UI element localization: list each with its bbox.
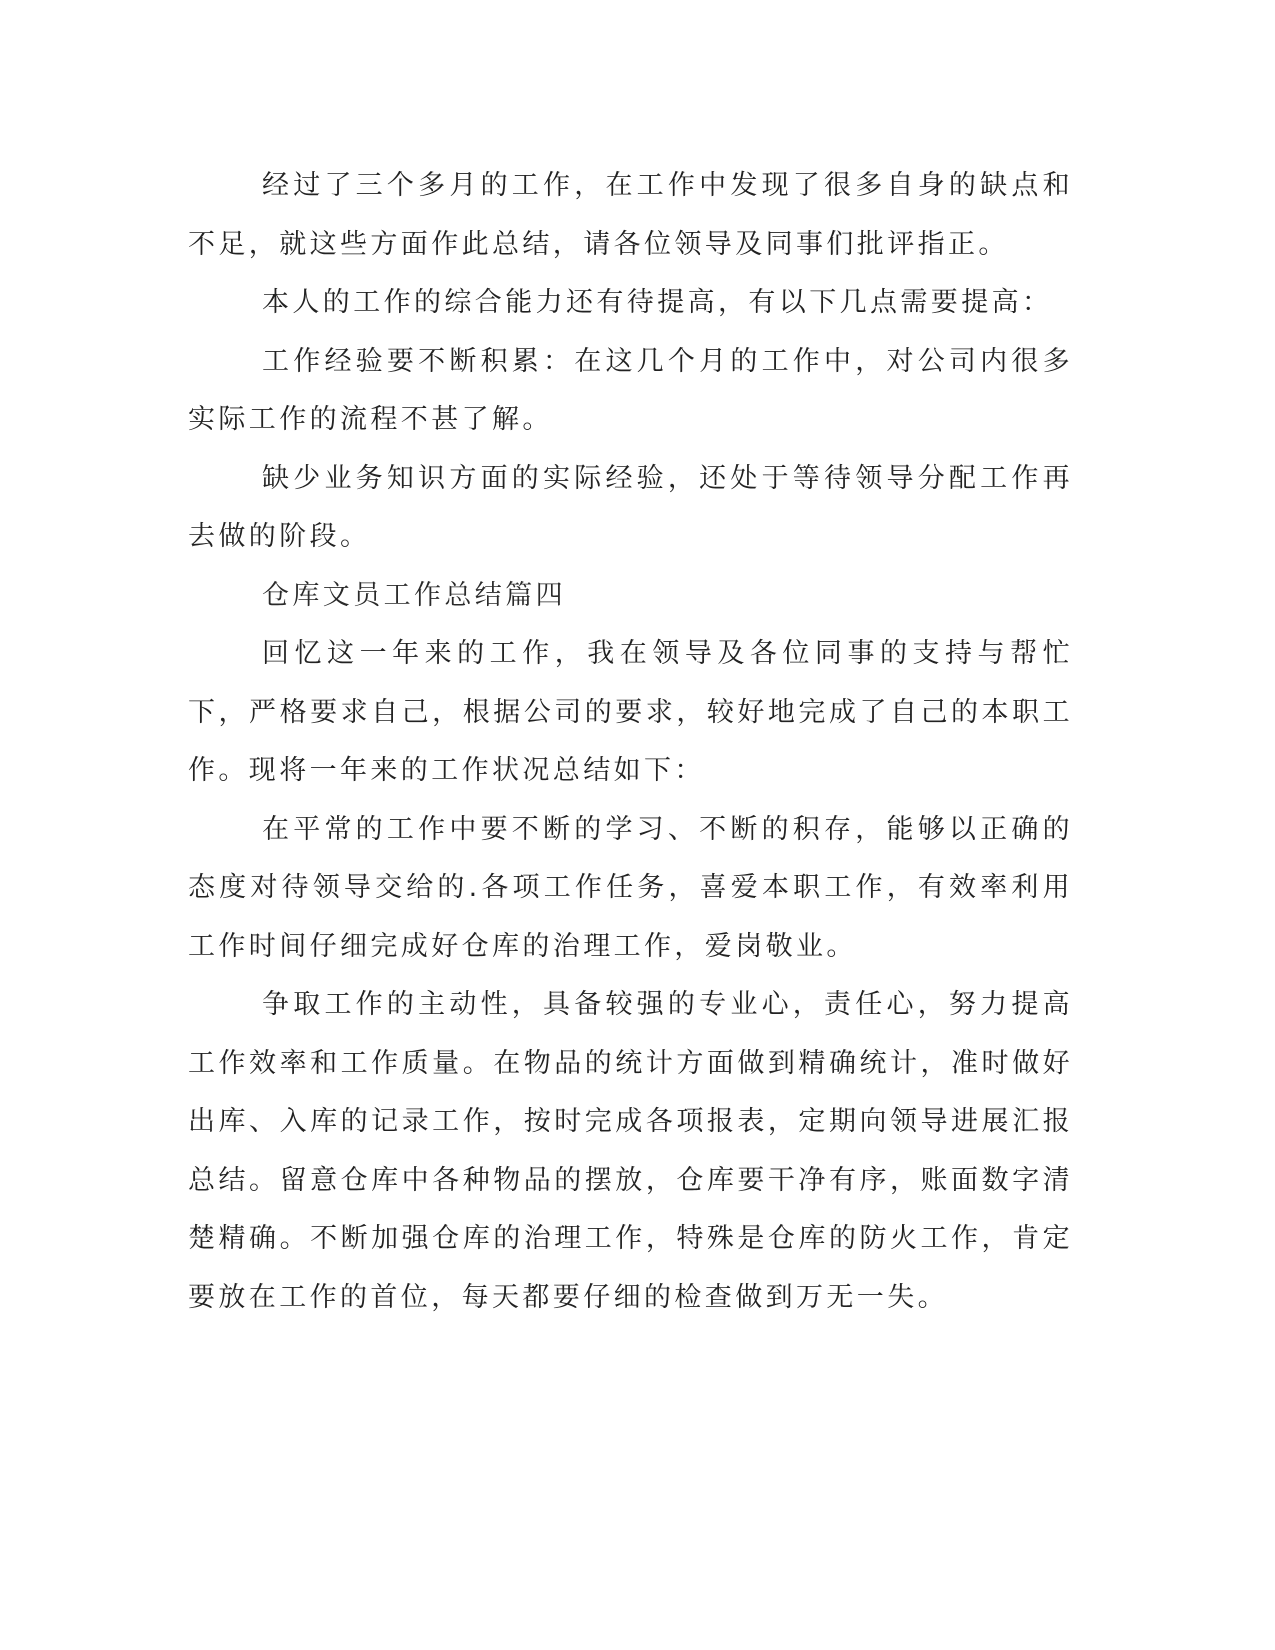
paragraph-business-knowledge: 缺少业务知识方面的实际经验，还处于等待领导分配工作再去做的阶段。 <box>188 462 1073 552</box>
paragraph-daily-work: 在平常的工作中要不断的学习、不断的积存，能够以正确的态度对待领导交给的.各项工作任务，喜爱本职工作，有效率利用工作时间仔细完成好仓库的治理工作，爱岗敬业。 <box>188 813 1073 962</box>
paragraph-intro: 经过了三个多月的工作，在工作中发现了很多自身的缺点和不足，就这些方面作此总结，请各位领导及同事们批评指正。 <box>188 170 1073 260</box>
paragraph-review: 回忆这一年来的工作，我在领导及各位同事的支持与帮忙下，严格要求自己，根据公司的要求，较好地完成了自己的本职工作。现将一年来的工作状况总结如下： <box>188 638 1073 786</box>
section-heading: 仓库文员工作总结篇四 <box>262 579 566 611</box>
paragraph-experience: 工作经验要不断积累：在这几个月的工作中，对公司内很多实际工作的流程不甚了解。 <box>188 345 1073 435</box>
paragraph-ability: 本人的工作的综合能力还有待提高，有以下几点需要提高： <box>262 287 1053 318</box>
paragraph-initiative: 争取工作的主动性，具备较强的专业心，责任心，努力提高工作效率和工作质量。在物品的统计方面做到精确统计，准时做好出库、入库的记录工作，按时完成各项报表，定期向领导进展汇报总结。留意仓库中各种物品的摆放，仓库要干净有序，账面数字清楚精确。不断加强仓库的治理工作，特殊是仓库的防火工作，肯定要放在工作的首位，每天都要仔细的检查做到万无一失。 <box>188 989 1073 1313</box>
document-body <box>188 157 1073 1327</box>
